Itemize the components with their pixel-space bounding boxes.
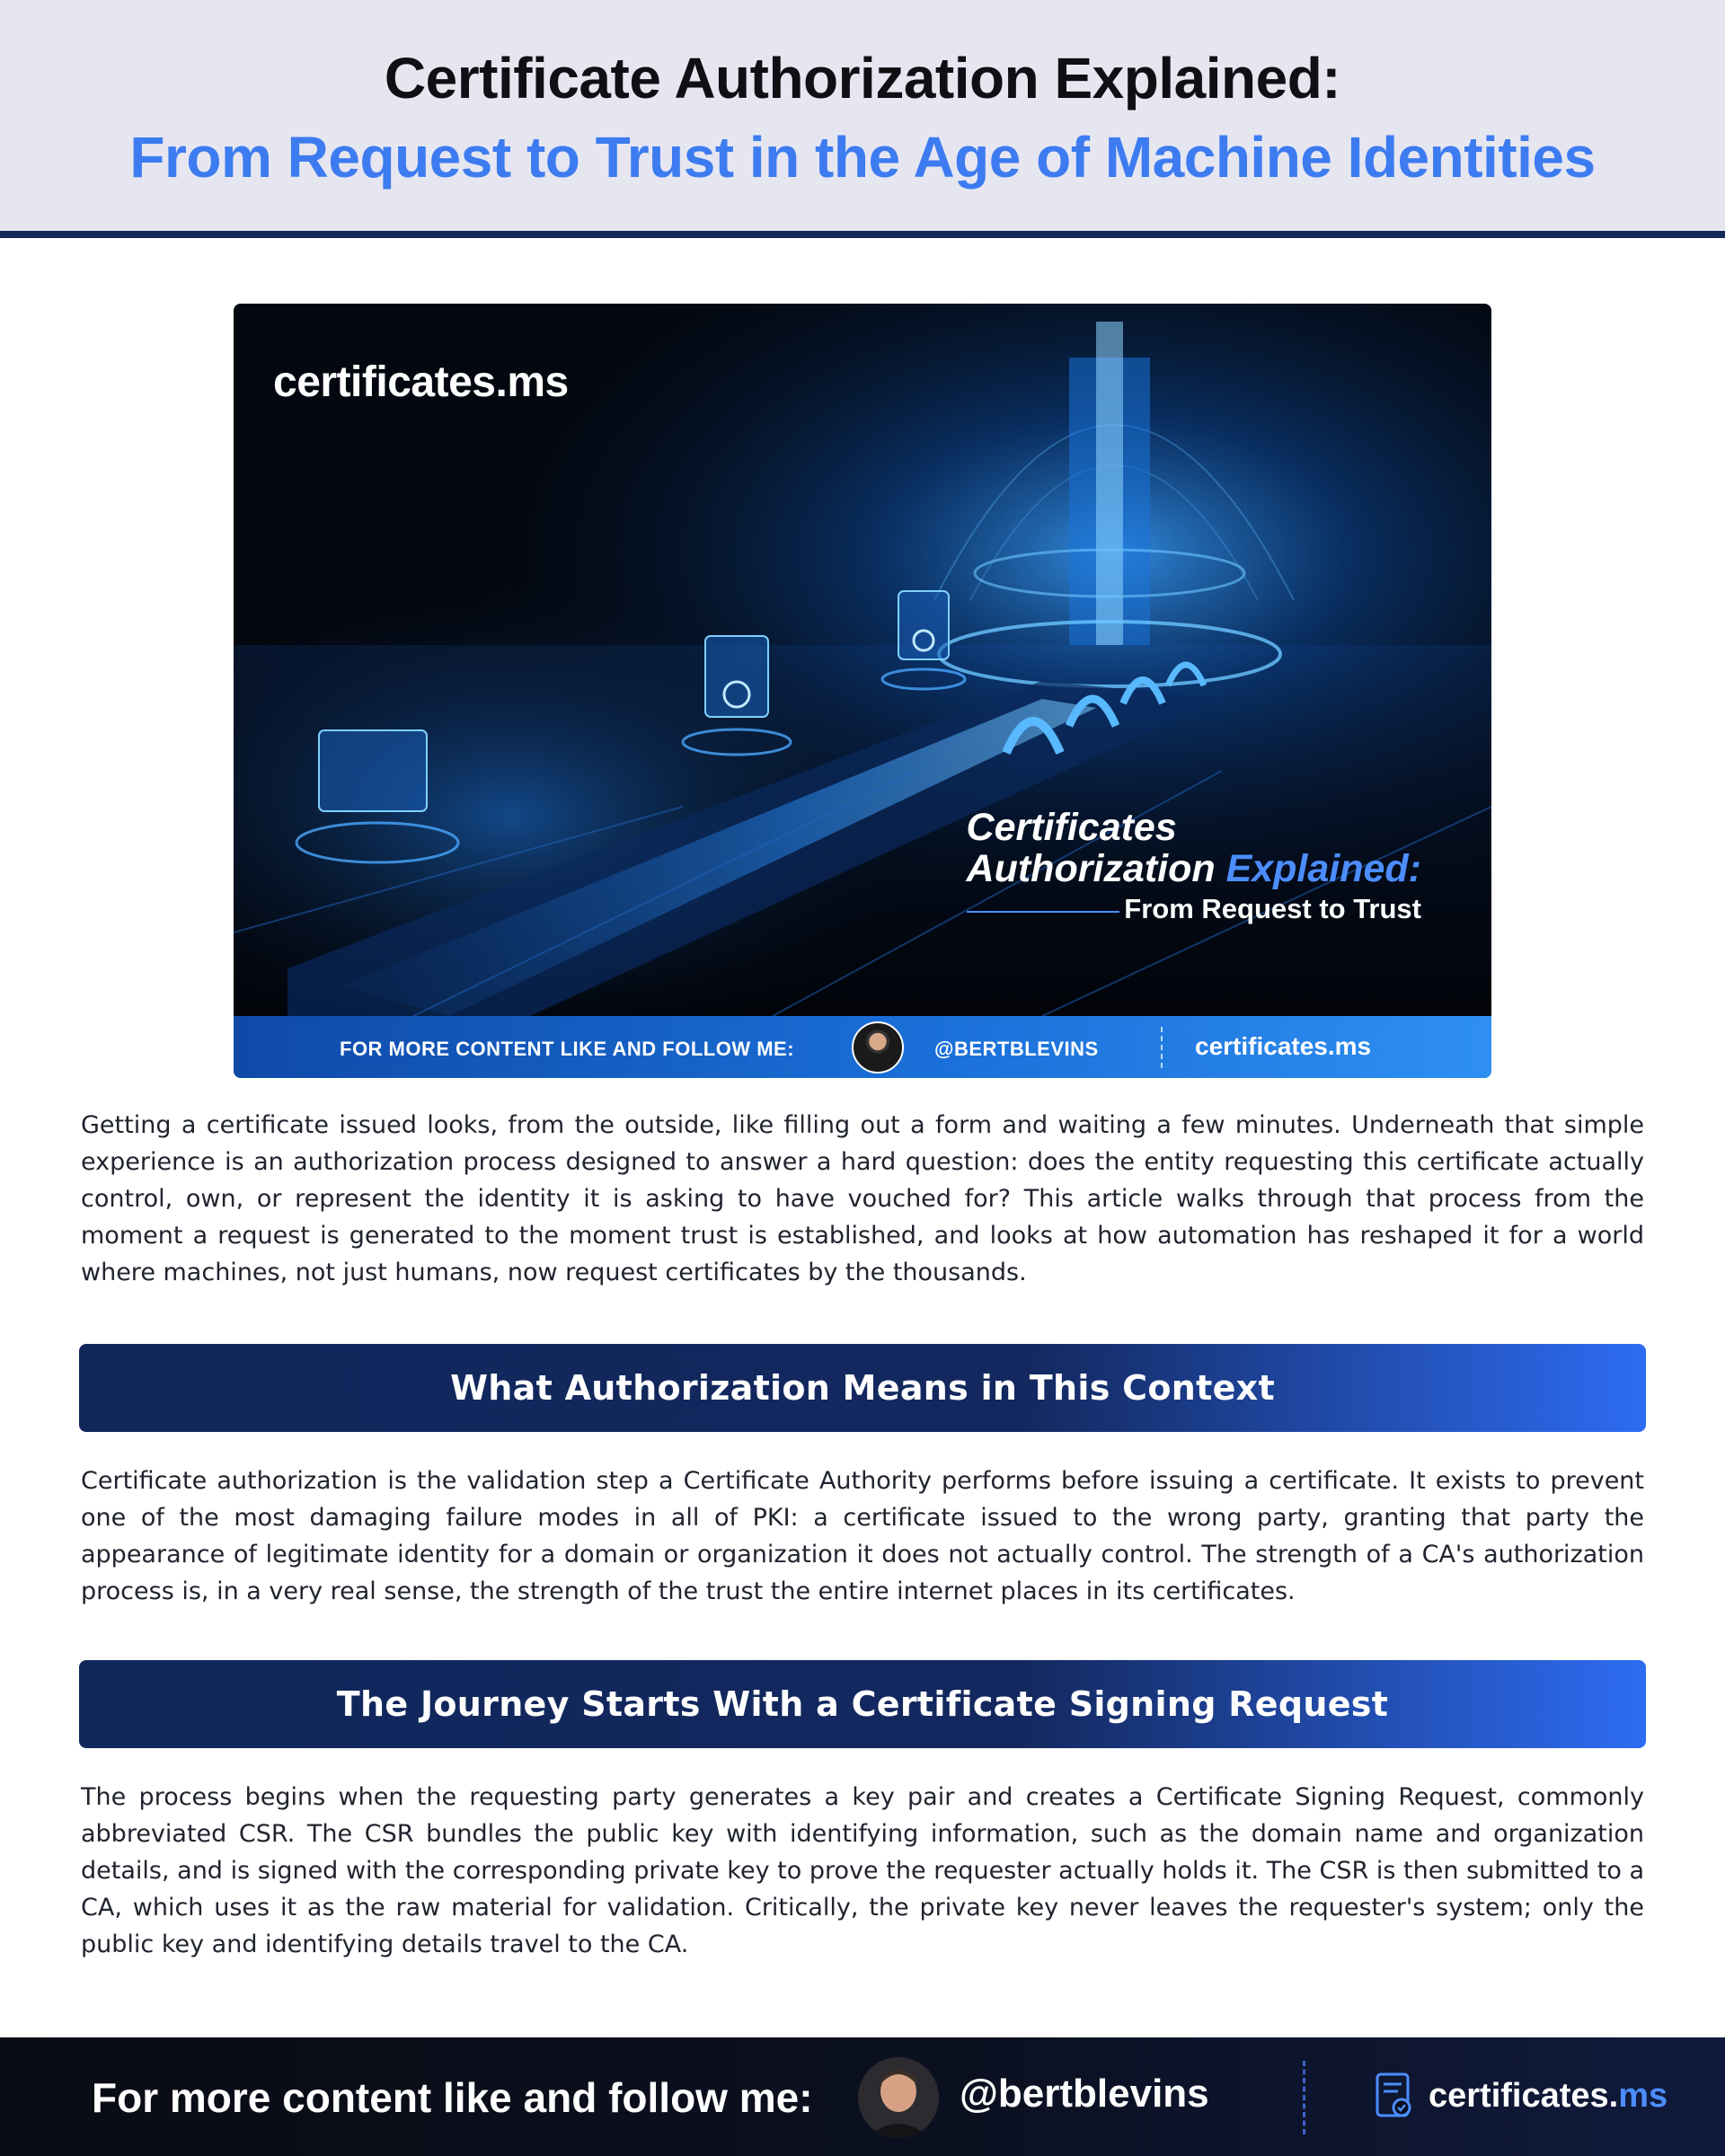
hero-brand: certificates.ms [273,358,569,406]
footer-brand-accent: ms [1618,2077,1668,2115]
intro-paragraph: Getting a certificate issued looks, from the outside, like filling out a form and waiting a few minutes. Underneath that simple experience is an authorization process designed to answer a hard question: does the entity requesting this certificate actually control, own, or represent the identity it is asking to have vouched for? This article walks through that process from the moment a request is generated to the moment trust is established, and looks at how automation has reshaped it for a world where machines, not just humans, now request certificates by the thousands. [81,1111,1644,1286]
section-heading-authorization: What Authorization Means in This Context [79,1344,1646,1432]
hero-handle[interactable]: @BERTBLEVINS [934,1038,1099,1060]
footer-follow-cta: For more content like and follow me: [92,2074,813,2121]
section-heading-csr: The Journey Starts With a Certificate Signing Request [79,1660,1646,1748]
hero-title [967,807,1421,927]
hero-strip-divider [1161,1027,1163,1068]
hero-avatar [852,1021,904,1074]
certificate-document-icon [1375,2072,1414,2122]
footer-brand[interactable] [1429,2077,1668,2116]
page-header [0,0,1725,238]
page-subtitle: From Request to Trust in the Age of Machine Identities [129,125,1596,190]
section-body-csr: The process begins when the requesting party generates a key pair and creates a Certificate Signing Request, commonly abbreviated CSR. The CSR bundles the public key with identifying information, such as the domain name and organization details, and is signed with the corresponding private key to prove the requester actually holds it. The CSR is then submitted to a CA, which uses it as the raw material for validation. Critically, the private key never leaves the requester's system; only the public key and identifying details travel to the CA. [81,1783,1644,1958]
page-footer [0,2037,1725,2156]
hero-title-line2b: Explained: [1225,847,1421,890]
footer-avatar [858,2057,939,2138]
footer-handle[interactable]: @bertblevins [960,2072,1209,2116]
hero-title-line2 [967,848,1421,889]
hero-title-line2a: Authorization [966,847,1226,890]
hero-banner [234,304,1491,1078]
hero-follow-strip [234,1016,1491,1078]
page-title: Certificate Authorization Explained: [384,46,1341,110]
hero-follow-cta: FOR MORE CONTENT LIKE AND FOLLOW ME: [340,1038,795,1060]
footer-divider [1303,2061,1305,2134]
footer-brand-main: certificates. [1429,2077,1619,2115]
section-body-authorization: Certificate authorization is the validation step a Certificate Authority performs before issuing a certificate. It exists to prevent one of the most damaging failure modes in all of PKI: a certificate issued to the wrong party, granting that party the appearance of legitimate identity for a domain or organization it does not actually control. The strength of a CA's authorization process is, in a very real sense, the strength of the trust the entire internet places in its certificates. [81,1467,1644,1605]
hero-title-line3: From Request to Trust [967,891,1421,927]
hero-strip-brand[interactable]: certificates.ms [1195,1032,1372,1060]
hero-title-line1: Certificates [966,806,1177,849]
